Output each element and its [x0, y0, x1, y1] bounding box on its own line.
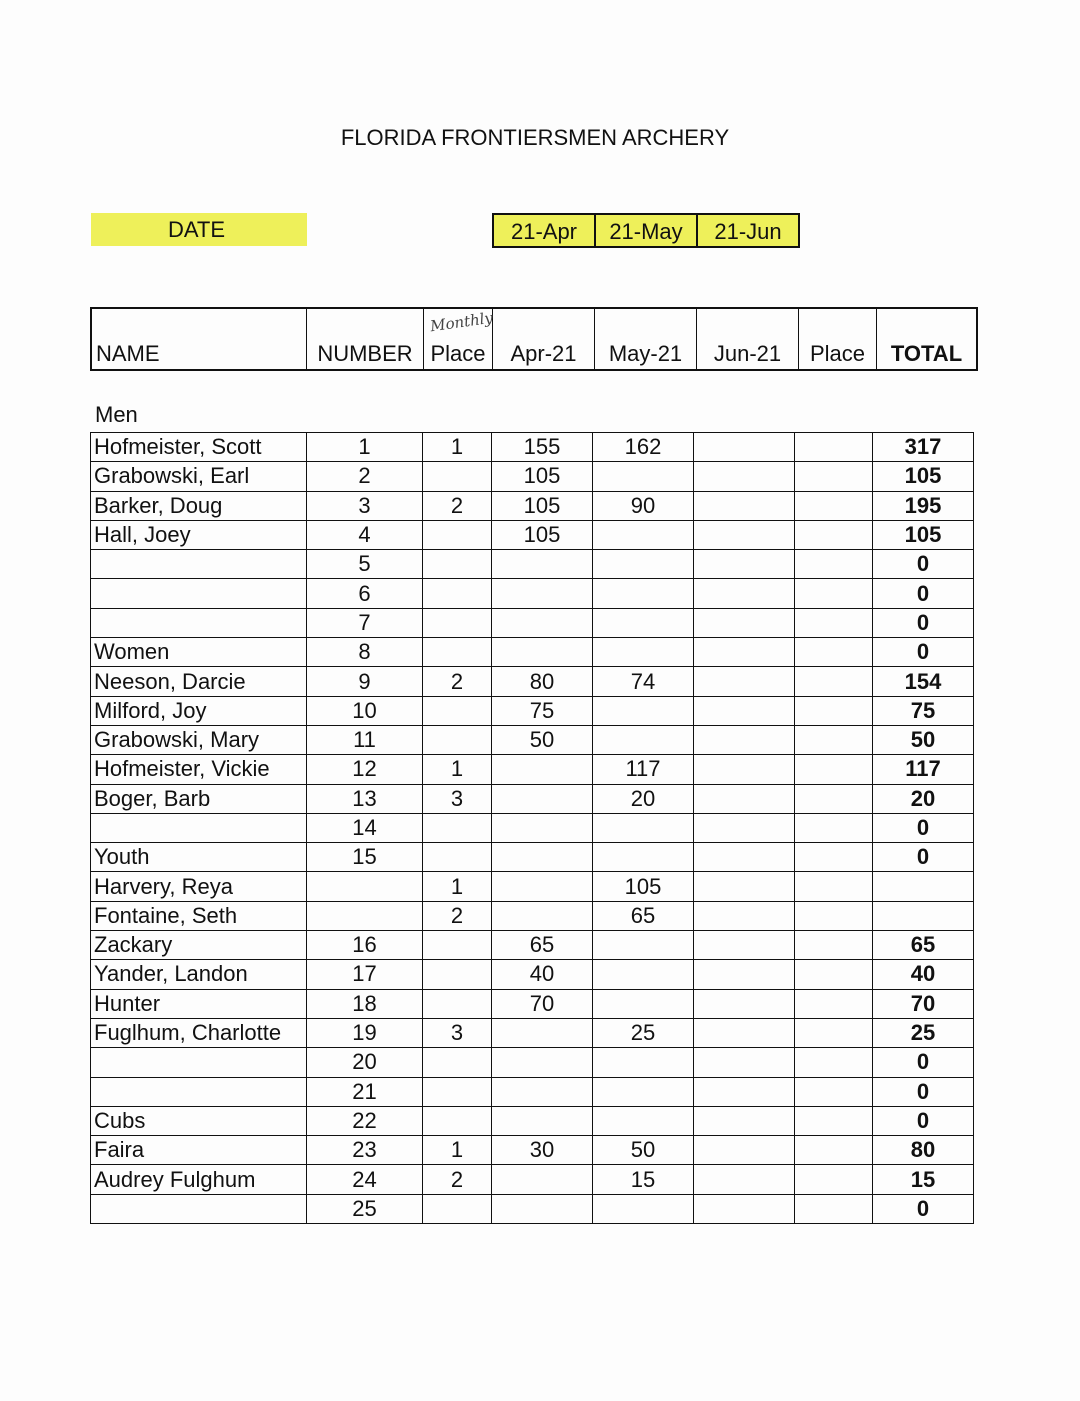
cell-may	[593, 725, 694, 754]
cell-jun	[694, 1136, 795, 1165]
cell-name	[91, 813, 307, 842]
table-row	[91, 784, 974, 813]
cell-may: 105	[593, 872, 694, 901]
cell-apr	[492, 579, 593, 608]
cell-apr: 105	[492, 520, 593, 549]
cell-place	[423, 813, 492, 842]
table-row	[91, 989, 974, 1018]
cell-place2	[795, 550, 873, 579]
cell-apr	[492, 638, 593, 667]
cell-total: 117	[873, 755, 974, 784]
cell-may: 25	[593, 1018, 694, 1047]
cell-total: 0	[873, 1048, 974, 1077]
cell-place2	[795, 491, 873, 520]
cell-place	[423, 638, 492, 667]
cell-number	[307, 901, 423, 930]
cell-apr	[492, 1048, 593, 1077]
table-row	[91, 755, 974, 784]
cell-apr: 75	[492, 696, 593, 725]
cell-jun	[694, 638, 795, 667]
cell-number: 22	[307, 1106, 423, 1135]
cell-total	[873, 901, 974, 930]
cell-jun	[694, 960, 795, 989]
table-row	[91, 1048, 974, 1077]
cell-place	[423, 843, 492, 872]
cell-place	[423, 1077, 492, 1106]
cell-apr: 40	[492, 960, 593, 989]
cell-may: 117	[593, 755, 694, 784]
cell-number: 17	[307, 960, 423, 989]
cell-name	[91, 579, 307, 608]
cell-place2	[795, 784, 873, 813]
cell-apr	[492, 550, 593, 579]
cell-place2	[795, 1018, 873, 1047]
cell-place	[423, 960, 492, 989]
cell-place2	[795, 901, 873, 930]
cell-may	[593, 608, 694, 637]
cell-may	[593, 960, 694, 989]
table-row	[91, 1165, 974, 1194]
cell-may	[593, 579, 694, 608]
cell-name: Faira	[91, 1136, 307, 1165]
cell-number: 1	[307, 433, 423, 462]
cell-name: Youth	[91, 843, 307, 872]
cell-name: Barker, Doug	[91, 491, 307, 520]
header-place: Monthly Place	[424, 309, 493, 369]
cell-may	[593, 989, 694, 1018]
date-jun: 21-Jun	[714, 219, 782, 244]
cell-place2	[795, 1165, 873, 1194]
table-row	[91, 931, 974, 960]
date-label: DATE	[91, 213, 307, 246]
cell-name: Zackary	[91, 931, 307, 960]
cell-may	[593, 1048, 694, 1077]
cell-place	[423, 989, 492, 1018]
cell-total: 80	[873, 1136, 974, 1165]
cell-name: Hofmeister, Vickie	[91, 755, 307, 784]
cell-may: 65	[593, 901, 694, 930]
cell-may	[593, 638, 694, 667]
cell-number: 18	[307, 989, 423, 1018]
cell-total: 50	[873, 725, 974, 754]
table-row	[91, 520, 974, 549]
cell-total: 0	[873, 843, 974, 872]
cell-place: 1	[423, 872, 492, 901]
date-box	[492, 213, 800, 248]
cell-place	[423, 550, 492, 579]
cell-number: 4	[307, 520, 423, 549]
cell-name: Yander, Landon	[91, 960, 307, 989]
cell-number: 24	[307, 1165, 423, 1194]
table-row	[91, 491, 974, 520]
cell-jun	[694, 901, 795, 930]
cell-may	[593, 1106, 694, 1135]
cell-jun	[694, 843, 795, 872]
cell-name: Grabowski, Earl	[91, 462, 307, 491]
cell-jun	[694, 608, 795, 637]
cell-place2	[795, 725, 873, 754]
table-row	[91, 843, 974, 872]
cell-number: 6	[307, 579, 423, 608]
cell-place: 2	[423, 1165, 492, 1194]
cell-total: 0	[873, 550, 974, 579]
cell-may	[593, 843, 694, 872]
cell-place2	[795, 638, 873, 667]
cell-jun	[694, 989, 795, 1018]
table-row	[91, 725, 974, 754]
table-row	[91, 1077, 974, 1106]
cell-jun	[694, 1018, 795, 1047]
cell-apr: 155	[492, 433, 593, 462]
cell-total	[873, 872, 974, 901]
cell-apr	[492, 755, 593, 784]
cell-place2	[795, 813, 873, 842]
cell-number: 3	[307, 491, 423, 520]
cell-place: 1	[423, 433, 492, 462]
cell-jun	[694, 725, 795, 754]
table-row	[91, 813, 974, 842]
cell-apr	[492, 1165, 593, 1194]
header-total: TOTAL	[890, 341, 963, 366]
cell-jun	[694, 1194, 795, 1223]
cell-total: 40	[873, 960, 974, 989]
cell-total: 105	[873, 520, 974, 549]
table-row	[91, 638, 974, 667]
cell-name: Fontaine, Seth	[91, 901, 307, 930]
cell-total: 0	[873, 1077, 974, 1106]
cell-number: 14	[307, 813, 423, 842]
cell-number: 19	[307, 1018, 423, 1047]
cell-place2	[795, 1106, 873, 1135]
cell-number: 16	[307, 931, 423, 960]
cell-total: 0	[873, 638, 974, 667]
table-row	[91, 462, 974, 491]
handwritten-annotation: Monthly	[429, 308, 494, 336]
table-row	[91, 667, 974, 696]
cell-place	[423, 1194, 492, 1223]
cell-name: Hall, Joey	[91, 520, 307, 549]
cell-apr: 105	[492, 462, 593, 491]
cell-place2	[795, 1077, 873, 1106]
cell-place: 1	[423, 755, 492, 784]
cell-place2	[795, 755, 873, 784]
cell-total: 105	[873, 462, 974, 491]
table-row	[91, 1106, 974, 1135]
cell-name: Boger, Barb	[91, 784, 307, 813]
cell-may: 15	[593, 1165, 694, 1194]
cell-place: 2	[423, 667, 492, 696]
cell-total: 195	[873, 491, 974, 520]
cell-total: 0	[873, 1194, 974, 1223]
cell-jun	[694, 667, 795, 696]
cell-may: 90	[593, 491, 694, 520]
cell-jun	[694, 1077, 795, 1106]
table-row	[91, 960, 974, 989]
cell-place	[423, 608, 492, 637]
cell-total: 75	[873, 696, 974, 725]
cell-jun	[694, 462, 795, 491]
cell-apr	[492, 1106, 593, 1135]
cell-name: Women	[91, 638, 307, 667]
cell-jun	[694, 491, 795, 520]
cell-place	[423, 725, 492, 754]
cell-name	[91, 1048, 307, 1077]
cell-may	[593, 550, 694, 579]
cell-jun	[694, 813, 795, 842]
cell-name	[91, 1077, 307, 1106]
cell-total: 65	[873, 931, 974, 960]
table-row	[91, 872, 974, 901]
cell-place: 3	[423, 1018, 492, 1047]
cell-may: 162	[593, 433, 694, 462]
cell-apr	[492, 901, 593, 930]
cell-number: 9	[307, 667, 423, 696]
cell-apr: 80	[492, 667, 593, 696]
table-row	[91, 696, 974, 725]
cell-number: 8	[307, 638, 423, 667]
cell-place2	[795, 520, 873, 549]
cell-total: 20	[873, 784, 974, 813]
cell-place2	[795, 843, 873, 872]
cell-apr	[492, 813, 593, 842]
cell-place	[423, 579, 492, 608]
cell-name: Hunter	[91, 989, 307, 1018]
cell-place2	[795, 696, 873, 725]
cell-place	[423, 696, 492, 725]
cell-number: 2	[307, 462, 423, 491]
cell-name	[91, 608, 307, 637]
cell-jun	[694, 696, 795, 725]
cell-total: 0	[873, 1106, 974, 1135]
header-jun: Jun-21	[697, 309, 799, 369]
cell-may	[593, 696, 694, 725]
cell-place	[423, 931, 492, 960]
cell-may	[593, 1194, 694, 1223]
cell-may	[593, 813, 694, 842]
cell-number: 20	[307, 1048, 423, 1077]
table-row	[91, 433, 974, 462]
cell-name: Fuglhum, Charlotte	[91, 1018, 307, 1047]
date-apr: 21-Apr	[494, 215, 596, 246]
header-name: NAME	[92, 309, 307, 369]
cell-number: 11	[307, 725, 423, 754]
cell-place2	[795, 579, 873, 608]
cell-number: 21	[307, 1077, 423, 1106]
header-number: NUMBER	[307, 309, 424, 369]
cell-place2	[795, 1194, 873, 1223]
table-row	[91, 901, 974, 930]
cell-place2	[795, 960, 873, 989]
cell-may: 50	[593, 1136, 694, 1165]
cell-place2	[795, 667, 873, 696]
cell-place	[423, 1048, 492, 1077]
cell-apr: 65	[492, 931, 593, 960]
cell-total: 0	[873, 608, 974, 637]
cell-number: 25	[307, 1194, 423, 1223]
cell-place2	[795, 462, 873, 491]
cell-apr	[492, 1194, 593, 1223]
cell-jun	[694, 1165, 795, 1194]
header-apr: Apr-21	[493, 309, 595, 369]
cell-place	[423, 462, 492, 491]
cell-place	[423, 520, 492, 549]
cell-apr: 50	[492, 725, 593, 754]
cell-place2	[795, 989, 873, 1018]
cell-place2	[795, 931, 873, 960]
cell-name: Milford, Joy	[91, 696, 307, 725]
cell-jun	[694, 872, 795, 901]
header-may: May-21	[595, 309, 697, 369]
table-row	[91, 550, 974, 579]
cell-number: 5	[307, 550, 423, 579]
cell-may	[593, 931, 694, 960]
cell-total: 154	[873, 667, 974, 696]
cell-jun	[694, 520, 795, 549]
cell-place: 2	[423, 901, 492, 930]
cell-name: Grabowski, Mary	[91, 725, 307, 754]
cell-number	[307, 872, 423, 901]
column-header-row	[90, 307, 978, 371]
cell-may	[593, 1077, 694, 1106]
cell-place: 1	[423, 1136, 492, 1165]
cell-name: Harvery, Reya	[91, 872, 307, 901]
cell-number: 15	[307, 843, 423, 872]
cell-name: Audrey Fulghum	[91, 1165, 307, 1194]
table-row	[91, 1136, 974, 1165]
cell-name	[91, 550, 307, 579]
cell-name	[91, 1194, 307, 1223]
cell-total: 317	[873, 433, 974, 462]
cell-total: 25	[873, 1018, 974, 1047]
cell-place	[423, 1106, 492, 1135]
table-row	[91, 1194, 974, 1223]
cell-place2	[795, 608, 873, 637]
cell-jun	[694, 931, 795, 960]
cell-apr: 70	[492, 989, 593, 1018]
cell-apr	[492, 784, 593, 813]
cell-place2	[795, 872, 873, 901]
cell-place2	[795, 433, 873, 462]
cell-apr	[492, 1077, 593, 1106]
cell-apr	[492, 843, 593, 872]
cell-apr	[492, 608, 593, 637]
cell-number: 23	[307, 1136, 423, 1165]
table-row	[91, 1018, 974, 1047]
cell-may: 20	[593, 784, 694, 813]
cell-may: 74	[593, 667, 694, 696]
cell-place2	[795, 1048, 873, 1077]
cell-apr: 30	[492, 1136, 593, 1165]
cell-apr: 105	[492, 491, 593, 520]
cell-name: Cubs	[91, 1106, 307, 1135]
table-row	[91, 579, 974, 608]
cell-total: 15	[873, 1165, 974, 1194]
date-may: 21-May	[596, 215, 698, 246]
cell-jun	[694, 1048, 795, 1077]
cell-apr	[492, 1018, 593, 1047]
cell-number: 13	[307, 784, 423, 813]
cell-jun	[694, 1106, 795, 1135]
cell-total: 0	[873, 813, 974, 842]
cell-name: Hofmeister, Scott	[91, 433, 307, 462]
table-row	[91, 608, 974, 637]
section-label-men: Men	[95, 402, 138, 427]
cell-number: 7	[307, 608, 423, 637]
cell-place: 3	[423, 784, 492, 813]
cell-jun	[694, 433, 795, 462]
cell-jun	[694, 755, 795, 784]
cell-number: 12	[307, 755, 423, 784]
cell-jun	[694, 579, 795, 608]
page-title: FLORIDA FRONTIERSMEN ARCHERY	[340, 125, 730, 150]
cell-may	[593, 520, 694, 549]
cell-place: 2	[423, 491, 492, 520]
header-place2: Place	[799, 309, 877, 369]
cell-name: Neeson, Darcie	[91, 667, 307, 696]
cell-total: 70	[873, 989, 974, 1018]
cell-jun	[694, 784, 795, 813]
cell-may	[593, 462, 694, 491]
scores-table	[90, 432, 974, 1224]
cell-number: 10	[307, 696, 423, 725]
cell-place2	[795, 1136, 873, 1165]
cell-apr	[492, 872, 593, 901]
cell-total: 0	[873, 579, 974, 608]
cell-jun	[694, 550, 795, 579]
